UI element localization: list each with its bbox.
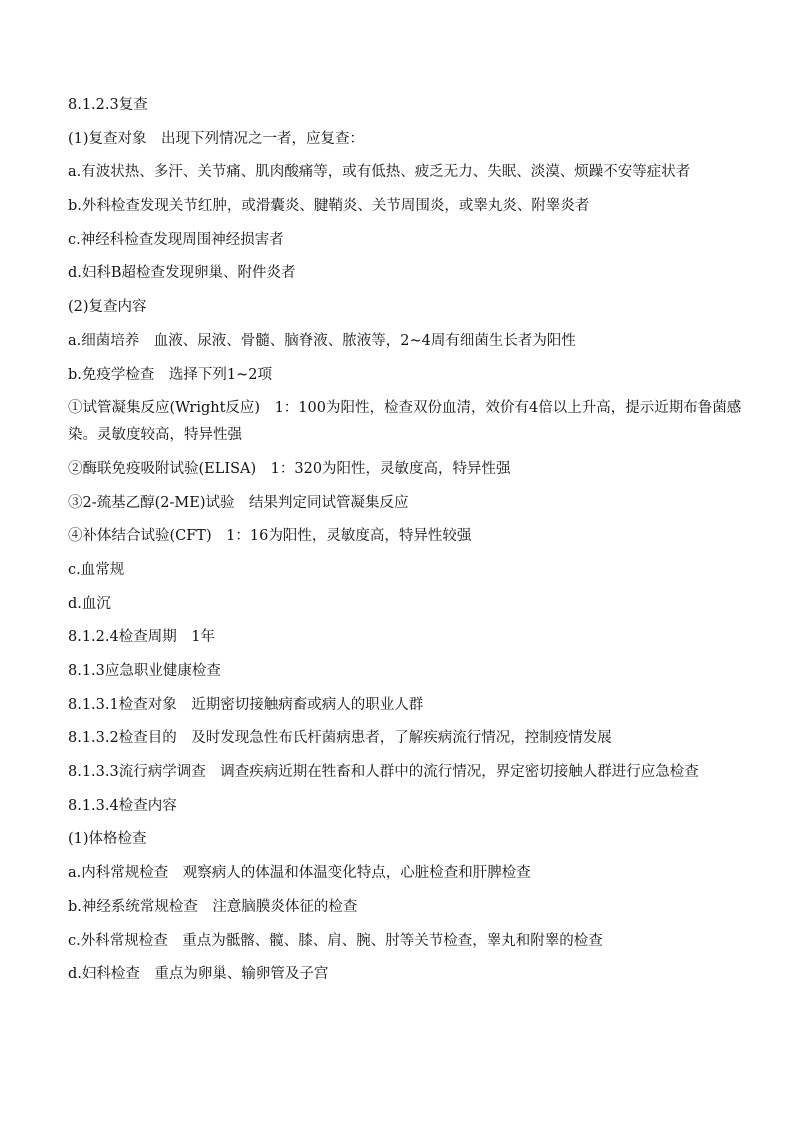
- paragraph: d.妇科检查 重点为卵巢、输卵管及子宫: [68, 966, 329, 983]
- paragraph: c.神经科检查发现周围神经损害者: [68, 231, 284, 248]
- paragraph: c.血常规: [68, 561, 125, 578]
- paragraph: (1)复查对象 出现下列情况之一者，应复查：: [68, 130, 365, 147]
- section-heading-8-1-3-3: 8.1.3.3流行病学调查 调查疾病近期在牲畜和人群中的流行情况，界定密切接触人群进行应急检查: [68, 764, 699, 781]
- section-heading-8-1-3-1: 8.1.3.1检查对象 近期密切接触病畜或病人的职业人群: [68, 696, 424, 713]
- paragraph: (2)复查内容: [68, 299, 147, 316]
- paragraph: a.有波状热、多汗、关节痛、肌肉酸痛等，或有低热、疲乏无力、失眠、淡漠、烦躁不安等症状者: [68, 164, 691, 181]
- section-heading-8-1-2-4: 8.1.2.4检查周期 1年: [68, 629, 215, 646]
- paragraph: d.妇科B超检查发现卵巢、附件炎者: [68, 265, 296, 282]
- section-heading-8-1-2-3: 8.1.2.3复查: [68, 97, 148, 113]
- paragraph: a.内科常规检查 观察病人的体温和体温变化特点，心脏检查和肝脾检查: [68, 865, 531, 882]
- paragraph: ②酶联免疫吸附试验(ELISA) 1：320为阳性，灵敏度高，特异性强: [68, 460, 511, 477]
- section-heading-8-1-3-4: 8.1.3.4检查内容: [68, 797, 177, 814]
- paragraph: b.免疫学检查 选择下列1~2项: [68, 366, 272, 383]
- paragraph: (1)体格检查: [68, 831, 147, 848]
- paragraph: b.外科检查发现关节红肿，或滑囊炎、腱鞘炎、关节周围炎，或睾丸炎、附睾炎者: [68, 198, 590, 215]
- section-heading-8-1-3: 8.1.3应急职业健康检查: [68, 663, 221, 679]
- section-heading-8-1-3-2: 8.1.3.2检查目的 及时发现急性布氏杆菌病患者，了解疾病流行情况，控制疫情发展: [68, 730, 612, 747]
- paragraph: c.外科常规检查 重点为骶髂、髋、膝、肩、腕、肘等关节检查，睾丸和附睾的检查: [68, 932, 603, 949]
- paragraph: ④补体结合试验(CFT) 1：16为阳性，灵敏度高，特异性较强: [68, 528, 472, 545]
- paragraph: b.神经系统常规检查 注意脑膜炎体征的检查: [68, 898, 358, 915]
- paragraph: a.细菌培养 血液、尿液、骨髓、脑脊液、脓液等，2~4周有细菌生长者为阳性: [68, 332, 576, 349]
- document-body: [68, 92, 744, 988]
- paragraph: ③2-巯基乙醇(2-ME)试验 结果判定同试管凝集反应: [68, 494, 409, 511]
- paragraph: d.血沉: [68, 595, 111, 612]
- paragraph: ①试管凝集反应(Wright反应) 1：100为阳性，检查双份血清，效价有4倍以上升高，提示近期布鲁菌感染。灵敏度较高，特异性强: [68, 400, 742, 444]
